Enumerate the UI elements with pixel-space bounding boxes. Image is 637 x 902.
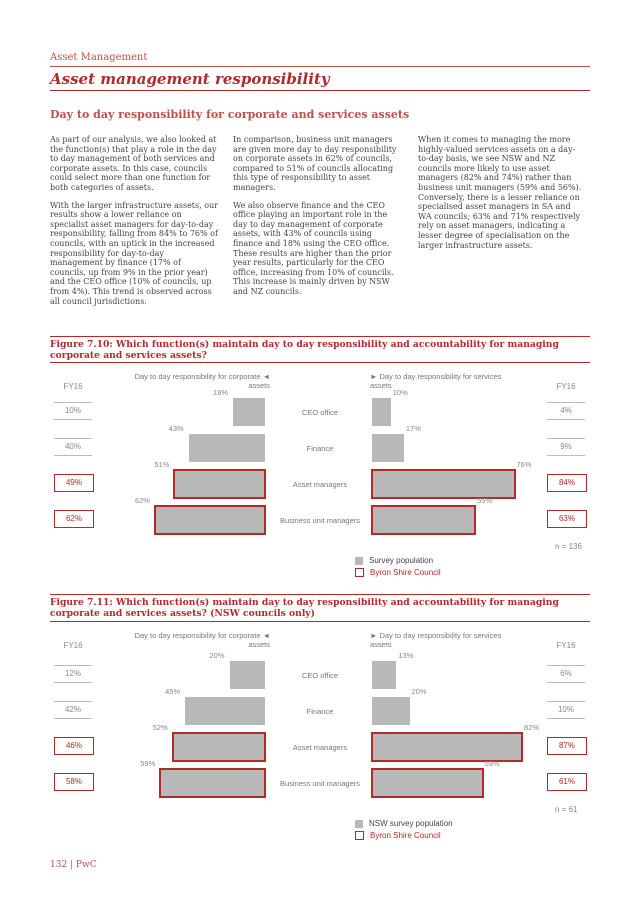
services-bar — [372, 661, 396, 689]
sample-size-note: n = 61 — [555, 805, 578, 814]
right-fy-label: FY16 — [556, 382, 576, 391]
figure-chart — [50, 623, 590, 843]
fy16-corporate-value: 42% — [54, 701, 92, 719]
section-label: Asset Management — [50, 52, 148, 63]
corporate-bar — [230, 661, 266, 689]
fy16-corporate-value: 40% — [54, 438, 92, 456]
corporate-bar — [174, 470, 265, 498]
paragraph: As part of our analysis, we also looked at the function(s) that play a role in the day to day management of both services and corporate assets. In this case, councils could select more than one function for both categories of assets. — [50, 135, 217, 192]
category-label: Business unit managers — [279, 516, 361, 525]
category-label: Business unit managers — [279, 779, 361, 788]
corporate-bar-label: 52% — [152, 723, 168, 732]
figure-rule — [50, 594, 590, 595]
fy16-services-value: 63% — [547, 510, 587, 528]
legend-survey — [355, 556, 433, 565]
figure-title: Figure 7.10: Which function(s) maintain day to day responsibility and accountability for managing corporate and services assets? — [50, 339, 559, 361]
services-bar-label: 17% — [405, 424, 421, 433]
corporate-bar-label: 59% — [140, 759, 156, 768]
figure-chart — [50, 364, 590, 577]
corporate-bar — [233, 398, 265, 426]
corporate-bar — [173, 733, 265, 761]
fy16-services-value: 61% — [547, 773, 587, 791]
figure-rule — [50, 336, 590, 337]
figure-rule — [50, 362, 590, 363]
paragraph: We also observe finance and the CEO office playing an important role in the day to day management of corporate assets, with 43% of councils using finance and 18% using the CEO office. These results are higher than the prior year results, particularly for the CEO office, increasing from 10% of councils. This increase is mainly driven by NSW and NZ councils. — [233, 200, 394, 296]
right-fy-label: FY16 — [556, 641, 576, 650]
services-bar — [372, 506, 475, 534]
legend-swatch-grey — [355, 557, 363, 565]
legend-label: Byron Shire Council — [370, 831, 441, 840]
legend-label: NSW survey population — [369, 819, 453, 828]
paragraph: In comparison, business unit managers are given more day to day responsibility on corporate assets in 62% of councils, compared to 51% of councils allocating this type of responsibility to asset managers. — [233, 135, 397, 192]
legend-council — [355, 831, 441, 840]
paragraph: When it comes to managing the more highly-valued services assets on a day-to-day basis, we see NSW and NZ councils more likely to use asset managers (82% and 74%) rather than business unit managers (59% and 56%). Conversely, there is a lesser reliance on specialised asset managers in SA and WA councils; 63% and 71% respectively rely on asset managers, indicating a lesser degree of specialisation on the larger infrastructure assets. — [418, 135, 582, 250]
fy16-services-value: 10% — [547, 701, 585, 719]
right-axis-title: ► Day to day responsibility for services assets — [370, 372, 502, 390]
services-bar — [372, 697, 410, 725]
services-bar — [372, 769, 483, 797]
body-column-3 — [418, 135, 586, 258]
corporate-bar-label: 45% — [165, 687, 181, 696]
legend-label: Byron Shire Council — [370, 568, 441, 577]
left-fy-label: FY16 — [63, 382, 83, 391]
corporate-bar-label: 51% — [154, 460, 170, 469]
legend-swatch-red — [355, 568, 364, 577]
title-rule — [50, 90, 590, 91]
category-label: CEO office — [301, 408, 339, 417]
corporate-bar-label: 62% — [134, 496, 150, 505]
paragraph: With the larger infrastructure assets, our results show a lower reliance on specialist asset managers for day-to-day responsibility, falling from 84% to 76% of councils, with an uptick in the increased responsibility for day-to-day management by finance (17% of councils, up from 9% in the prior year) and the CEO office (10% of councils, up from 4%). This trend is observed across all council jurisdictions. — [50, 200, 218, 306]
legend-swatch-grey — [355, 820, 363, 828]
corporate-bar-label: 43% — [168, 424, 184, 433]
fy16-services-value: 84% — [547, 474, 587, 492]
legend-survey — [355, 819, 453, 828]
corporate-bar — [189, 434, 265, 462]
services-bar-label: 55% — [477, 496, 493, 505]
services-bar — [372, 398, 391, 426]
page-title: Asset management responsibility — [50, 70, 330, 88]
sample-size-note: n = 136 — [555, 542, 582, 551]
category-label: Asset managers — [292, 743, 348, 752]
sub-heading: Day to day responsibility for corporate and services assets — [50, 108, 410, 121]
left-axis-title: Day to day responsibility for corporate ◄ assets — [134, 372, 270, 390]
legend-swatch-red — [355, 831, 364, 840]
services-bar — [372, 470, 515, 498]
corporate-bar-label: 18% — [213, 388, 229, 397]
fy16-services-value: 9% — [547, 438, 585, 456]
left-axis-title: Day to day responsibility for corporate ◄ assets — [134, 631, 270, 649]
legend-label: Survey population — [369, 556, 434, 565]
category-label: Finance — [306, 707, 334, 716]
figure-title: Figure 7.11: Which function(s) maintain day to day responsibility and accountability for managing corporate and services assets? (NSW councils only) — [50, 597, 559, 619]
corporate-bar — [185, 697, 265, 725]
fy16-services-value: 87% — [547, 737, 587, 755]
legend-council — [355, 568, 441, 577]
fy16-corporate-value: 12% — [54, 665, 92, 683]
corporate-bar — [160, 769, 265, 797]
body-column-2 — [233, 135, 401, 305]
fy16-corporate-value: 62% — [54, 510, 94, 528]
services-bar-label: 13% — [398, 651, 414, 660]
services-bar-label: 76% — [516, 460, 532, 469]
fy16-services-value: 6% — [547, 665, 585, 683]
category-label: Finance — [306, 444, 334, 453]
category-label: CEO office — [301, 671, 339, 680]
category-label: Asset managers — [292, 480, 348, 489]
fy16-corporate-value: 46% — [54, 737, 94, 755]
fy16-corporate-value: 10% — [54, 402, 92, 420]
services-bar-label: 20% — [411, 687, 427, 696]
services-bar — [372, 434, 404, 462]
figure-rule — [50, 621, 590, 622]
fy16-services-value: 4% — [547, 402, 585, 420]
services-bar-label: 10% — [392, 388, 408, 397]
page-footer: 132 | PwC — [50, 860, 97, 870]
corporate-bar-label: 20% — [209, 651, 225, 660]
services-bar-label: 59% — [484, 759, 500, 768]
left-fy-label: FY16 — [63, 641, 83, 650]
header-rule — [50, 66, 590, 67]
fy16-corporate-value: 49% — [54, 474, 94, 492]
services-bar-label: 82% — [524, 723, 540, 732]
fy16-corporate-value: 58% — [54, 773, 94, 791]
right-axis-title: ► Day to day responsibility for services assets — [370, 631, 502, 649]
corporate-bar — [155, 506, 265, 534]
body-column-1 — [50, 135, 218, 314]
services-bar — [372, 733, 522, 761]
